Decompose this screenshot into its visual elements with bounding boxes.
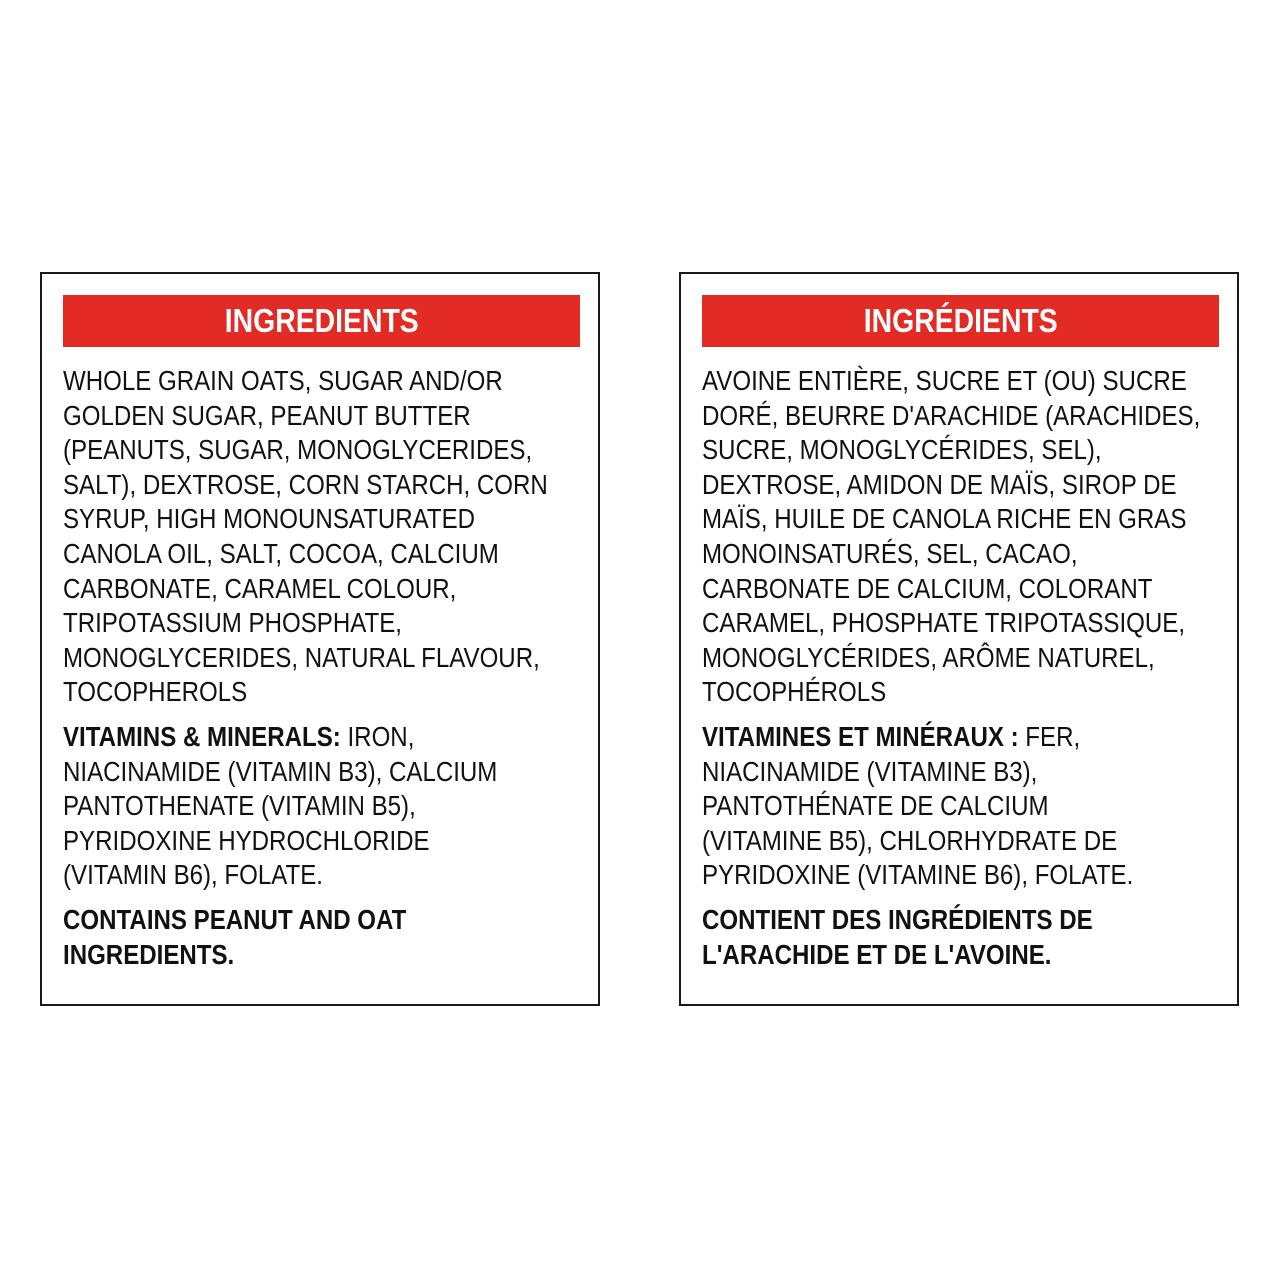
vitamins-minerals: [63, 720, 583, 893]
vitamins-first: IRON,: [340, 720, 415, 752]
text-line: [63, 720, 510, 755]
text-line: SYRUP, HIGH MONOUNSATURATED: [63, 503, 476, 535]
text-line: CARAMEL, PHOSPHATE TRIPOTASSIQUE,: [702, 607, 1186, 639]
allergen-statement: [702, 903, 1222, 972]
text-line: SUCRE, MONOGLYCÉRIDES, SEL),: [702, 434, 1102, 466]
text-line: WHOLE GRAIN OATS, SUGAR AND/OR: [63, 365, 503, 396]
text-line: (VITAMIN B6), FOLATE.: [63, 859, 324, 891]
ingredients-list: [63, 364, 583, 710]
text-line: SALT), DEXTROSE, CORN STARCH, CORN: [63, 468, 548, 500]
text-line: PANTOTHÉNATE DE CALCIUM: [702, 790, 1049, 822]
text-line: TOCOPHÉROLS: [702, 676, 887, 708]
text-line: MAÏS, HUILE DE CANOLA RICHE EN GRAS: [702, 503, 1187, 535]
vitamins-minerals: [702, 720, 1222, 893]
ingredients-list: [702, 364, 1222, 710]
text-line: NIACINAMIDE (VITAMIN B3), CALCIUM: [63, 755, 498, 787]
text-line: GOLDEN SUGAR, PEANUT BUTTER: [63, 399, 471, 431]
text-line: (PEANUTS, SUGAR, MONOGLYCERIDES,: [63, 434, 533, 466]
text-line: CONTAINS PEANUT AND OAT: [63, 903, 407, 935]
text-line: MONOINSATURÉS, SEL, CACAO,: [702, 537, 1078, 569]
text-line: CARBONATE, CARAMEL COLOUR,: [63, 572, 457, 604]
text-line: CANOLA OIL, SALT, COCOA, CALCIUM: [63, 537, 499, 569]
ingredients-body: [63, 364, 583, 982]
text-line: L'ARACHIDE ET DE L'AVOINE.: [702, 938, 1052, 970]
vitamins-label: VITAMINES ET MINÉRAUX :: [702, 720, 1019, 752]
text-line: [702, 720, 1149, 755]
text-line: (VITAMINE B5), CHLORHYDRATE DE: [702, 824, 1118, 856]
allergen-statement: [63, 903, 583, 972]
text-line: PYRIDOXINE HYDROCHLORIDE: [63, 824, 430, 856]
text-line: TOCOPHEROLS: [63, 676, 248, 708]
text-line: TRIPOTASSIUM PHOSPHATE,: [63, 607, 402, 639]
text-line: PANTOTHENATE (VITAMIN B5),: [63, 790, 416, 822]
text-line: DORÉ, BEURRE D'ARACHIDE (ARACHIDES,: [702, 399, 1201, 431]
text-line: PYRIDOXINE (VITAMINE B6), FOLATE.: [702, 859, 1134, 891]
text-line: DEXTROSE, AMIDON DE MAÏS, SIROP DE: [702, 468, 1177, 500]
ingredients-panel-english: [40, 272, 600, 1006]
ingredients-body: [702, 364, 1222, 982]
ingredients-header: INGREDIENTS: [63, 295, 580, 347]
vitamins-label: VITAMINS & MINERALS:: [63, 720, 341, 752]
text-line: CONTIENT DES INGRÉDIENTS DE: [702, 903, 1093, 935]
vitamins-first: FER,: [1018, 720, 1081, 752]
text-line: NIACINAMIDE (VITAMINE B3),: [702, 755, 1038, 787]
text-line: MONOGLYCERIDES, NATURAL FLAVOUR,: [63, 641, 540, 673]
text-line: INGREDIENTS.: [63, 938, 235, 970]
text-line: CARBONATE DE CALCIUM, COLORANT: [702, 572, 1153, 604]
ingredients-header: INGRÉDIENTS: [702, 295, 1219, 347]
text-line: AVOINE ENTIÈRE, SUCRE ET (OU) SUCRE: [702, 365, 1187, 396]
ingredients-panel-french: [679, 272, 1239, 1006]
text-line: MONOGLYCÉRIDES, ARÔME NATUREL,: [702, 641, 1155, 673]
